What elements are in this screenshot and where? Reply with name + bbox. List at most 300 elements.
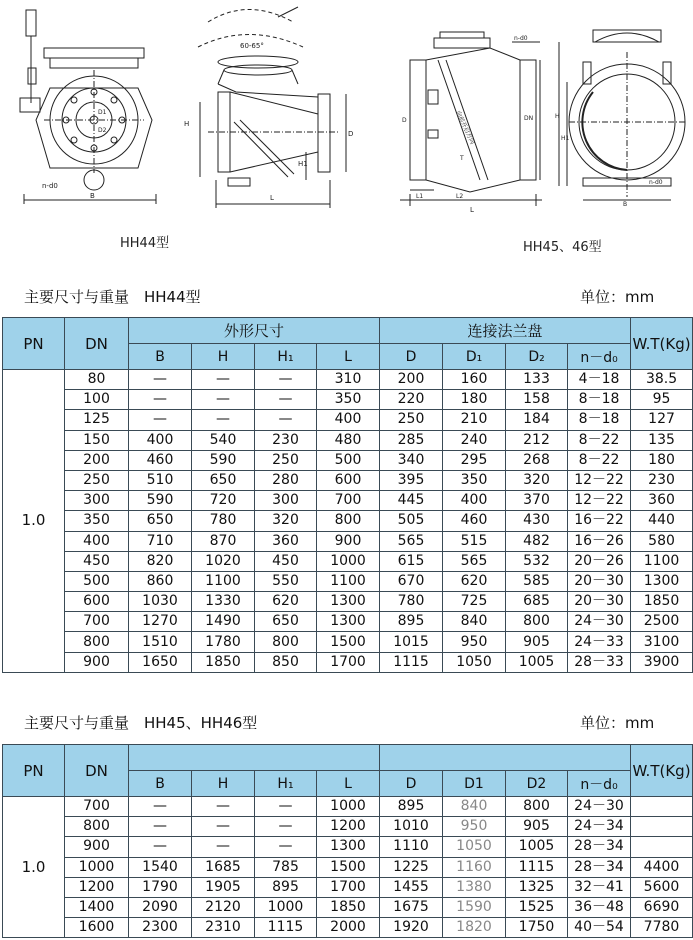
table-cell: 40－54 [568, 918, 631, 938]
table-cell: 895 [380, 797, 443, 817]
table2-unit: 单位：mm [580, 714, 655, 732]
table-cell: 135 [631, 430, 693, 450]
table-cell: 840 [443, 797, 506, 817]
table-cell: 780 [380, 592, 443, 612]
table-row [3, 612, 693, 632]
table-cell: 1455 [380, 877, 443, 897]
table-cell: 300 [255, 491, 317, 511]
table-cell: 1490 [192, 612, 255, 632]
table-cell: 12－22 [568, 470, 631, 490]
table-cell: 295 [443, 450, 506, 470]
table-cell: — [192, 390, 255, 410]
table-cell: 1850 [631, 592, 693, 612]
table-cell: 700 [65, 797, 129, 817]
header-pn: PN [3, 745, 65, 797]
table-cell: 240 [443, 430, 506, 450]
table-cell: 650 [192, 470, 255, 490]
table-cell: 1700 [317, 877, 380, 897]
header-connection-flange: 连接法兰盘 [380, 318, 631, 344]
table-cell: 1650 [129, 652, 192, 672]
table-cell: 1330 [192, 592, 255, 612]
header-d: D [380, 344, 443, 370]
table-cell: 20－30 [568, 571, 631, 591]
table-cell: — [255, 410, 317, 430]
table-cell: 445 [380, 491, 443, 511]
table-cell: 710 [129, 531, 192, 551]
table-cell: 565 [380, 531, 443, 551]
table-cell: 2000 [317, 918, 380, 938]
table-cell: 370 [506, 491, 568, 511]
table-row [3, 531, 693, 551]
table-cell: — [129, 390, 192, 410]
table-cell: 800 [506, 797, 568, 817]
table-cell: 1820 [443, 918, 506, 938]
table-cell: 200 [65, 450, 129, 470]
table-cell: 550 [255, 571, 317, 591]
table-cell: 800 [506, 612, 568, 632]
header-weight: W.T(Kg) [631, 318, 693, 370]
table-row [3, 511, 693, 531]
table-cell [631, 837, 693, 857]
table-cell: 1115 [255, 918, 317, 938]
table-cell: 700 [317, 491, 380, 511]
table-cell: 250 [255, 450, 317, 470]
hh44-dimension-table [2, 317, 693, 673]
table1-title: 主要尺寸与重量 HH44型 [24, 288, 201, 306]
header-b: B [129, 344, 192, 370]
table-cell: 2500 [631, 612, 693, 632]
hh4546-h1-label: H1 [561, 135, 570, 142]
hh4546-side-view-drawing [400, 30, 550, 215]
table-row [3, 918, 693, 938]
table-cell: — [192, 817, 255, 837]
table-cell: 12－22 [568, 491, 631, 511]
table-cell: 600 [317, 470, 380, 490]
table-cell: — [192, 837, 255, 857]
table2-title: 主要尺寸与重量 HH45、HH46型 [24, 714, 258, 732]
table-cell: 1200 [317, 817, 380, 837]
table-row [3, 551, 693, 571]
table-cell: 180 [631, 450, 693, 470]
table-cell: 1050 [443, 652, 506, 672]
table-cell: 230 [255, 430, 317, 450]
table-cell: 24－34 [568, 817, 631, 837]
table-row [3, 592, 693, 612]
hh4546-t-label: T [460, 155, 464, 162]
table-cell: 532 [506, 551, 568, 571]
table-cell: 8－22 [568, 430, 631, 450]
table-cell: 210 [443, 410, 506, 430]
table-row [3, 652, 693, 672]
hh4546-caption: HH45、46型 [523, 240, 602, 255]
table-cell: 1100 [192, 571, 255, 591]
header-d1: D1 [443, 771, 506, 797]
table-cell: 780 [192, 511, 255, 531]
table-cell: 16－22 [568, 511, 631, 531]
table-row [3, 491, 693, 511]
table-cell: 615 [380, 551, 443, 571]
table-cell: 895 [380, 612, 443, 632]
table-cell: 1300 [317, 612, 380, 632]
hh4546-d-label: D [402, 117, 407, 124]
table-cell: 950 [443, 632, 506, 652]
table-cell: 80 [65, 370, 129, 390]
table-cell: 125 [65, 410, 129, 430]
table-cell: 1115 [506, 857, 568, 877]
table-cell: 133 [506, 370, 568, 390]
table-cell: 1685 [192, 857, 255, 877]
table-cell: 1540 [129, 857, 192, 877]
table-cell: 700 [65, 612, 129, 632]
header-weight: W.T(Kg) [631, 745, 693, 797]
table-cell: 685 [506, 592, 568, 612]
table-cell: 28－34 [568, 857, 631, 877]
table-cell: 4400 [631, 857, 693, 877]
table-cell: 400 [129, 430, 192, 450]
table-row [3, 797, 693, 817]
hh4546-l2-label: L2 [456, 193, 464, 200]
table-cell: 1050 [443, 837, 506, 857]
table-cell: 320 [255, 511, 317, 531]
header-h1: H₁ [255, 771, 317, 797]
table-cell: 800 [65, 632, 129, 652]
table-cell: 650 [255, 612, 317, 632]
hh44-caption: HH44型 [120, 236, 170, 251]
hh44-nd0-label: n-d0 [42, 182, 58, 190]
hh4546-dimension-table [2, 744, 693, 938]
hh4546-l-label: L [470, 206, 474, 214]
table-cell: 510 [129, 470, 192, 490]
header-d2: D₂ [506, 344, 568, 370]
table-cell: — [255, 390, 317, 410]
table-cell: 28－34 [568, 837, 631, 857]
header-dn: DN [65, 745, 129, 797]
table-cell: 460 [443, 511, 506, 531]
table-cell: 1100 [317, 571, 380, 591]
table-cell: — [129, 837, 192, 857]
hh4546-l1-label: L1 [416, 193, 424, 200]
table-cell: 158 [506, 390, 568, 410]
hh44-d1-label: D1 [98, 109, 107, 116]
table-cell: 480 [317, 430, 380, 450]
table-cell: 1300 [317, 837, 380, 857]
hh44-d-label: D [348, 130, 354, 138]
table-cell: 1850 [317, 897, 380, 917]
table-cell: 900 [65, 652, 129, 672]
table-cell [631, 797, 693, 817]
table-cell: 1100 [631, 551, 693, 571]
header-h: H [192, 344, 255, 370]
table-cell: 1510 [129, 632, 192, 652]
hh4546-dn-label: DN [524, 115, 534, 122]
hh4546-flow-label: 向前开启方向 [454, 109, 476, 146]
table-row [3, 632, 693, 652]
table-cell: — [129, 797, 192, 817]
table-cell: 360 [255, 531, 317, 551]
table-row [3, 571, 693, 591]
header-pn: PN [3, 318, 65, 370]
table1-unit: 单位：mm [580, 288, 655, 306]
header-outer-dimensions: 外形尺寸 [129, 318, 380, 344]
table-cell: 150 [65, 430, 129, 450]
table-cell: 1270 [129, 612, 192, 632]
table-cell: 500 [65, 571, 129, 591]
table-cell: 160 [443, 370, 506, 390]
header-l: L [317, 771, 380, 797]
table-cell: 180 [443, 390, 506, 410]
header-d: D [380, 771, 443, 797]
table-cell [631, 817, 693, 837]
table-cell: 8－18 [568, 410, 631, 430]
table-cell: 1020 [192, 551, 255, 571]
table-cell: 600 [65, 592, 129, 612]
table-cell: 36－48 [568, 897, 631, 917]
table-cell: 460 [129, 450, 192, 470]
table-cell: 3900 [631, 652, 693, 672]
table-cell: 860 [129, 571, 192, 591]
table-cell: 400 [65, 531, 129, 551]
table-cell: 1000 [255, 897, 317, 917]
table-cell: 300 [65, 491, 129, 511]
header-nd0: n－d₀ [568, 771, 631, 797]
table-cell: 1500 [317, 857, 380, 877]
table-cell: 905 [506, 817, 568, 837]
header-b: B [129, 771, 192, 797]
table-cell: 590 [129, 491, 192, 511]
table-cell: 1750 [506, 918, 568, 938]
table-cell: 5600 [631, 877, 693, 897]
table-cell: 350 [65, 511, 129, 531]
table-cell: 100 [65, 390, 129, 410]
table-cell: 1030 [129, 592, 192, 612]
table-cell: 895 [255, 877, 317, 897]
hh44-front-view-drawing [14, 8, 164, 208]
table-cell: 28－33 [568, 652, 631, 672]
table-cell: 500 [317, 450, 380, 470]
table-cell: 1200 [65, 877, 129, 897]
table-cell: 320 [506, 470, 568, 490]
table-cell: 800 [65, 817, 129, 837]
table-cell: 2090 [129, 897, 192, 917]
table-cell: 20－26 [568, 551, 631, 571]
table-cell: 1790 [129, 877, 192, 897]
table-cell: 2120 [192, 897, 255, 917]
table-cell: 360 [631, 491, 693, 511]
table-row [3, 897, 693, 917]
table-row [3, 857, 693, 877]
table-cell: 950 [443, 817, 506, 837]
table-row [3, 817, 693, 837]
table-cell: 440 [631, 511, 693, 531]
table-row [3, 430, 693, 450]
table-cell: — [192, 370, 255, 390]
table-cell: 212 [506, 430, 568, 450]
table-cell: 250 [65, 470, 129, 490]
hh44-h1-label: H1 [298, 160, 308, 168]
table-cell: 8－22 [568, 450, 631, 470]
table-cell: 450 [65, 551, 129, 571]
hh4546-front-nd0-label: n-d0 [649, 179, 663, 186]
table-cell: 1015 [380, 632, 443, 652]
table-cell: 4－18 [568, 370, 631, 390]
table-cell: 340 [380, 450, 443, 470]
table-cell: 2310 [192, 918, 255, 938]
table-cell: 785 [255, 857, 317, 877]
table-cell: 230 [631, 470, 693, 490]
header-h: H [192, 771, 255, 797]
table-cell: 1005 [506, 837, 568, 857]
table-cell: 1000 [317, 797, 380, 817]
table-cell: 1525 [506, 897, 568, 917]
table-cell: 32－41 [568, 877, 631, 897]
table-cell: 1325 [506, 877, 568, 897]
table-cell: — [129, 410, 192, 430]
header-h1: H₁ [255, 344, 317, 370]
header-d1: D₁ [443, 344, 506, 370]
table-cell: — [129, 817, 192, 837]
table-cell: 565 [443, 551, 506, 571]
hh4546-front-view-drawing [555, 22, 691, 207]
table-cell: 6690 [631, 897, 693, 917]
table-cell: 1300 [631, 571, 693, 591]
table-cell: 870 [192, 531, 255, 551]
table-cell: 540 [192, 430, 255, 450]
table-cell: 1675 [380, 897, 443, 917]
hh4546-h-label: H [555, 113, 560, 120]
hh44-d2-label: D2 [98, 127, 107, 134]
table-cell: 220 [380, 390, 443, 410]
table-cell: 1000 [65, 857, 129, 877]
table-row [3, 470, 693, 490]
table-row [3, 877, 693, 897]
header-nd0: n－d₀ [568, 344, 631, 370]
table-cell: 285 [380, 430, 443, 450]
table-cell: 670 [380, 571, 443, 591]
table-cell: — [129, 370, 192, 390]
table-cell: 725 [443, 592, 506, 612]
table-cell: 820 [129, 551, 192, 571]
table-cell: 350 [317, 390, 380, 410]
table-cell: 580 [631, 531, 693, 551]
table-cell: 38.5 [631, 370, 693, 390]
table-cell: 95 [631, 390, 693, 410]
table-cell: 350 [443, 470, 506, 490]
table-cell: 900 [65, 837, 129, 857]
table-cell: 620 [443, 571, 506, 591]
table-cell: 850 [255, 652, 317, 672]
table-cell: 400 [317, 410, 380, 430]
table-cell: 1000 [317, 551, 380, 571]
hh44-side-view-drawing [178, 2, 368, 212]
hh44-l-label: L [270, 194, 274, 202]
table-row [3, 410, 693, 430]
table-cell: 184 [506, 410, 568, 430]
table-cell: 24－30 [568, 797, 631, 817]
hh4546-b-label: B [623, 201, 628, 207]
hh4546-nd0-label: n-d0 [514, 35, 528, 42]
hh44-angle-label: 60-65° [240, 42, 264, 50]
table-cell: 1300 [317, 592, 380, 612]
table-cell: 515 [443, 531, 506, 551]
table-cell: 1010 [380, 817, 443, 837]
table-cell: 127 [631, 410, 693, 430]
table-row [3, 370, 693, 390]
table-cell: 450 [255, 551, 317, 571]
header-dn: DN [65, 318, 129, 370]
table-row [3, 390, 693, 410]
table-cell: 24－33 [568, 632, 631, 652]
table-cell: 310 [317, 370, 380, 390]
table-cell: 1160 [443, 857, 506, 877]
table-cell: 800 [317, 511, 380, 531]
table-cell: 16－26 [568, 531, 631, 551]
table-cell: 1920 [380, 918, 443, 938]
table-cell: 1005 [506, 652, 568, 672]
table-cell: 3100 [631, 632, 693, 652]
table-cell: 590 [192, 450, 255, 470]
header-l: L [317, 344, 380, 370]
table-cell: 900 [317, 531, 380, 551]
table-cell: 250 [380, 410, 443, 430]
header-outer-group-blank [129, 745, 380, 771]
table-cell: — [192, 410, 255, 430]
hh44-b-label: B [90, 192, 95, 200]
pn-value: 1.0 [3, 797, 65, 938]
table-cell: 620 [255, 592, 317, 612]
table-cell: 482 [506, 531, 568, 551]
table-cell: 1700 [317, 652, 380, 672]
table-cell: 8－18 [568, 390, 631, 410]
table-cell: 1780 [192, 632, 255, 652]
table-cell: 400 [443, 491, 506, 511]
table-cell: 1905 [192, 877, 255, 897]
table-cell: 585 [506, 571, 568, 591]
table-cell: 505 [380, 511, 443, 531]
table-cell: 1380 [443, 877, 506, 897]
table-cell: 20－30 [568, 592, 631, 612]
table-row [3, 450, 693, 470]
header-d2: D2 [506, 771, 568, 797]
table-cell: 280 [255, 470, 317, 490]
table-cell: 650 [129, 511, 192, 531]
table-cell: 7780 [631, 918, 693, 938]
table-row [3, 837, 693, 857]
table-cell: 840 [443, 612, 506, 632]
table-cell: 1115 [380, 652, 443, 672]
table-cell: — [255, 837, 317, 857]
table-cell: 200 [380, 370, 443, 390]
table-cell: — [255, 797, 317, 817]
table-cell: 1600 [65, 918, 129, 938]
table-cell: 1400 [65, 897, 129, 917]
hh44-h-label: H [184, 120, 190, 128]
table-cell: 1850 [192, 652, 255, 672]
pn-value: 1.0 [3, 370, 65, 673]
table-cell: 24－30 [568, 612, 631, 632]
table-cell: 1590 [443, 897, 506, 917]
table-cell: 268 [506, 450, 568, 470]
table-cell: 1500 [317, 632, 380, 652]
table-cell: 395 [380, 470, 443, 490]
table-cell: 430 [506, 511, 568, 531]
table-cell: 2300 [129, 918, 192, 938]
table-cell: — [255, 817, 317, 837]
table-cell: 720 [192, 491, 255, 511]
table-cell: — [255, 370, 317, 390]
table-cell: 1225 [380, 857, 443, 877]
table-cell: 800 [255, 632, 317, 652]
header-flange-group-blank [380, 745, 631, 771]
